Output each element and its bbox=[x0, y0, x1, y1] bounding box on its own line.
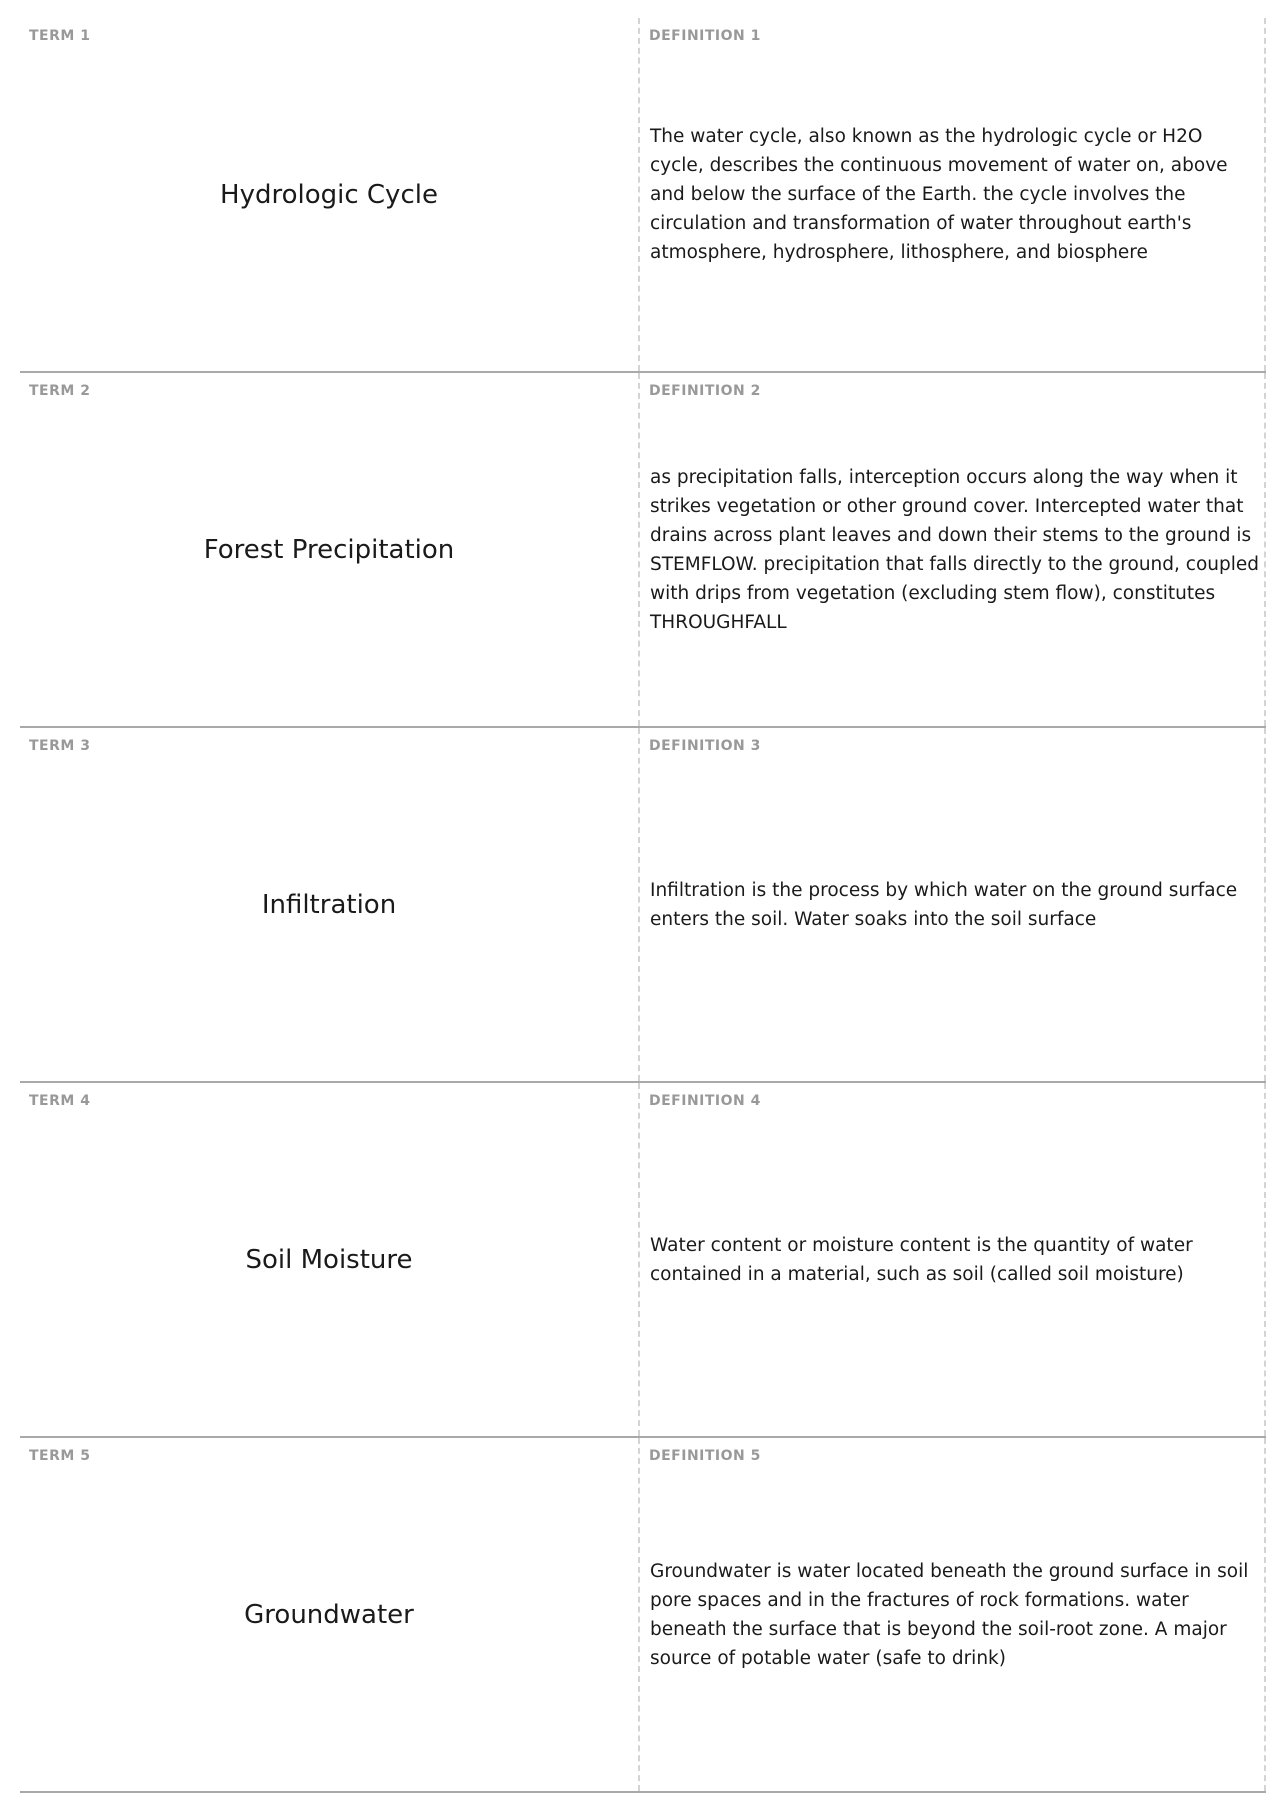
term-side bbox=[20, 728, 640, 1081]
flashcard-1 bbox=[20, 18, 1266, 373]
definition-text-wrap bbox=[650, 18, 1260, 371]
term-label: TERM 3 bbox=[29, 738, 91, 754]
definition-label: DEFINITION 5 bbox=[649, 1448, 761, 1464]
term-label: TERM 2 bbox=[29, 383, 91, 399]
definition-side bbox=[640, 1438, 1266, 1791]
term-text: Soil Moisture bbox=[245, 1244, 413, 1275]
term-label: TERM 5 bbox=[29, 1448, 91, 1464]
definition-text-wrap bbox=[650, 373, 1260, 726]
definition-label: DEFINITION 1 bbox=[649, 28, 761, 44]
term-side bbox=[20, 373, 640, 726]
term-side bbox=[20, 1083, 640, 1436]
definition-text-wrap bbox=[650, 1438, 1260, 1791]
definition-text: Groundwater is water located beneath the ground surface in soil pore spaces and in the fractures of rock formations. water beneath the surface that is beyond the soil-root zone. A major source of potable water (safe to drink) bbox=[650, 1560, 1249, 1669]
definition-side bbox=[640, 728, 1266, 1081]
term-text: Infiltration bbox=[261, 889, 397, 920]
flashcard-3 bbox=[20, 728, 1266, 1083]
definition-label: DEFINITION 2 bbox=[649, 383, 761, 399]
flashcard-4 bbox=[20, 1083, 1266, 1438]
flashcard-sheet bbox=[20, 18, 1266, 1793]
definition-side bbox=[640, 18, 1266, 371]
term-label: TERM 4 bbox=[29, 1093, 91, 1109]
definition-label: DEFINITION 3 bbox=[649, 738, 761, 754]
definition-label: DEFINITION 4 bbox=[649, 1093, 761, 1109]
term-label: TERM 1 bbox=[29, 28, 91, 44]
definition-text-wrap bbox=[650, 728, 1260, 1081]
definition-side bbox=[640, 1083, 1266, 1436]
definition-text: as precipitation falls, interception occurs along the way when it strikes vegetation or other ground cover. Intercepted water that drains across plant leaves and down their stems to the ground is STEMFLOW. precipitation that falls directly to the ground, coupled with drips from vegetation (excluding stem flow), constitutes THROUGHFALL bbox=[650, 466, 1259, 633]
term-text: Hydrologic Cycle bbox=[220, 179, 438, 210]
definition-text: The water cycle, also known as the hydrologic cycle or H2O cycle, describes the continuous movement of water on, above and below the surface of the Earth. the cycle involves the circulation and transformation of water throughout earth's atmosphere, hydrosphere, lithosphere, and biosphere bbox=[650, 126, 1228, 263]
term-text: Groundwater bbox=[244, 1599, 414, 1630]
definition-text: Water content or moisture content is the quantity of water contained in a material, such as soil (called soil moisture) bbox=[650, 1234, 1193, 1285]
term-side bbox=[20, 1438, 640, 1791]
term-side bbox=[20, 18, 640, 371]
definition-side bbox=[640, 373, 1266, 726]
definition-text-wrap bbox=[650, 1083, 1260, 1436]
flashcard-2 bbox=[20, 373, 1266, 728]
term-text: Forest Precipitation bbox=[203, 534, 455, 565]
definition-text: Infiltration is the process by which water on the ground surface enters the soil. Water soaks into the soil surface bbox=[650, 879, 1238, 930]
flashcard-5 bbox=[20, 1438, 1266, 1793]
